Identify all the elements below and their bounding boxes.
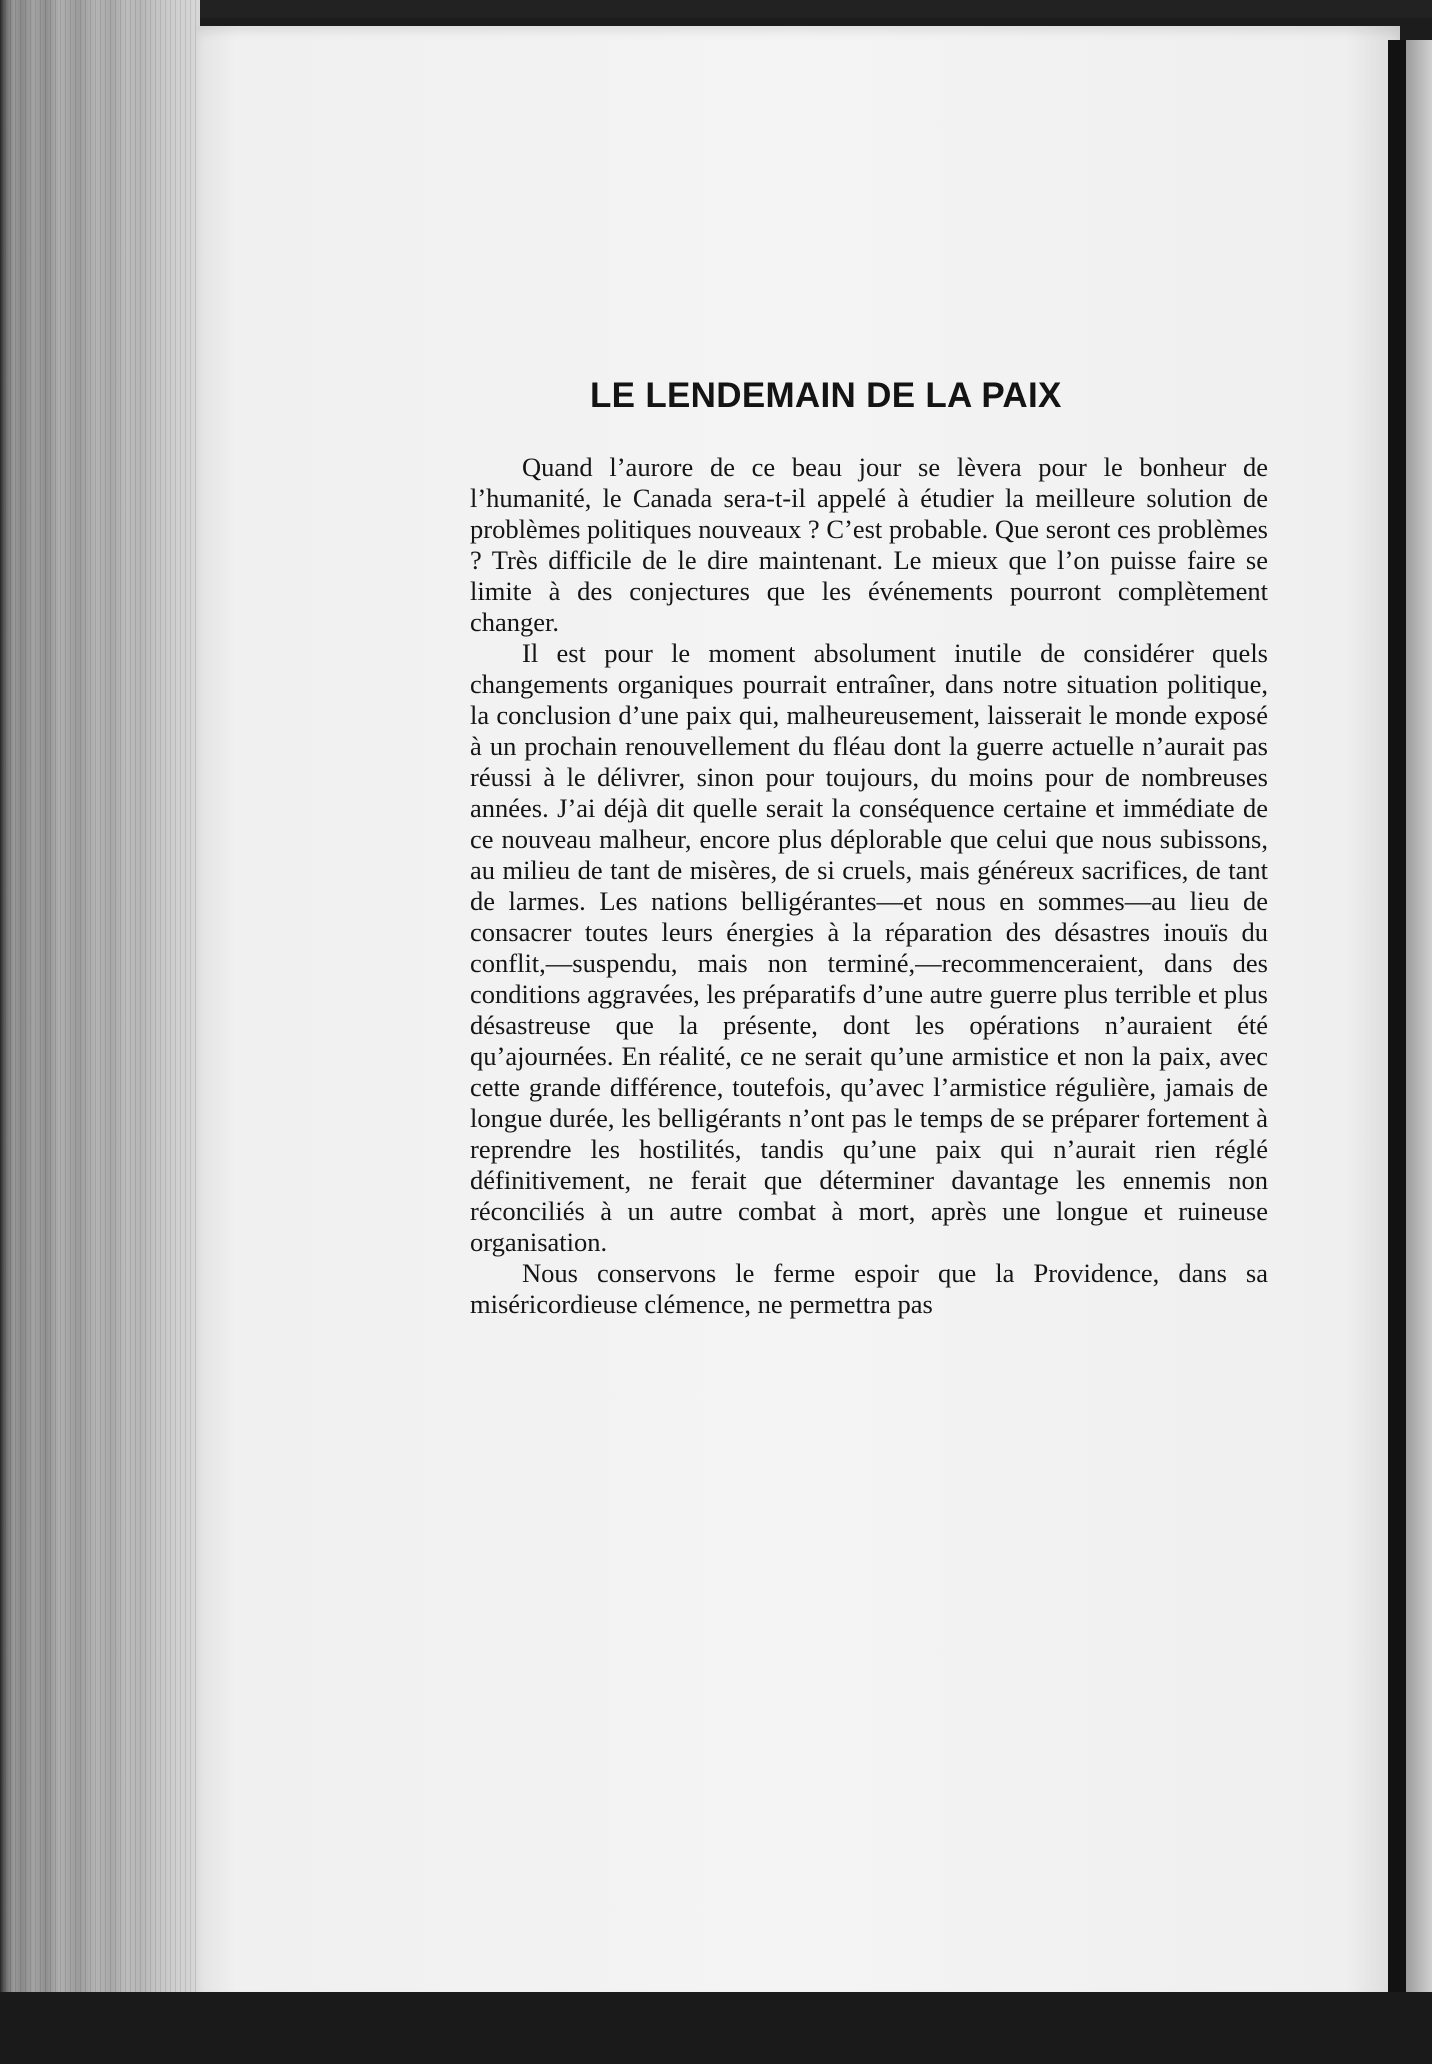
book-page-edge-lines [0, 0, 200, 2064]
next-page-edge [1406, 40, 1432, 1992]
body-text [470, 452, 1268, 1320]
paragraph: Il est pour le moment absolument inutile de considérer quels changements organiques pourrait entraîner, dans notre situation politique, la conclusion d’une paix qui, malheureusement, laisserait le monde exposé à un prochain renouvellement du fléau dont la guerre actuelle n’aurait pas réussi à le délivrer, sinon pour toujours, du moins pour de nombreuses années. J’ai déjà dit quelle serait la conséquence certaine et immédiate de ce nouveau malheur, encore plus déplorable que celui que nous subissons, au milieu de tant de misères, de si cruels, mais généreux sacrifices, de tant de larmes. Les nations belligérantes—et nous en sommes—au lieu de consacrer toutes leurs énergies à la réparation des désastres inouïs du conflit,—suspendu, mais non terminé,—recommenceraient, dans des conditions aggravées, les préparatifs d’une autre guerre plus terrible et plus désastreuse que la présente, dont les opérations n’auraient été qu’ajournées. En réalité, ce ne serait qu’une armistice et non la paix, avec cette grande différence, toutefois, qu’avec l’armistice régulière, jamais de longue durée, les belligérants n’ont pas le temps de se préparer fortement à reprendre les hostilités, tandis qu’une paix qui n’aurait rien réglé définitivement, ne ferait que déterminer davantage les ennemis non réconciliés à un autre combat à mort, après une longue et ruineuse organisation. [470, 638, 1268, 1257]
chapter-title: LE LENDEMAIN DE LA PAIX [590, 376, 1062, 415]
paragraph: Quand l’aurore de ce beau jour se lèvera pour le bonheur de l’humanité, le Canada sera-t-il appelé à étudier la meilleure solution de problèmes politiques nouveaux ? C’est probable. Que seront ces problèmes ? Très difficile de le dire maintenant. Le mieux que l’on puisse faire se limite à des conjectures que les événements pourront complètement changer. [470, 452, 1268, 637]
paragraph: Nous conservons le ferme espoir que la Providence, dans sa miséricordieuse clémence, ne permettra pas [470, 1258, 1268, 1319]
scan-bottom-edge [0, 1992, 1432, 2064]
scan-top-edge [0, 0, 1432, 18]
